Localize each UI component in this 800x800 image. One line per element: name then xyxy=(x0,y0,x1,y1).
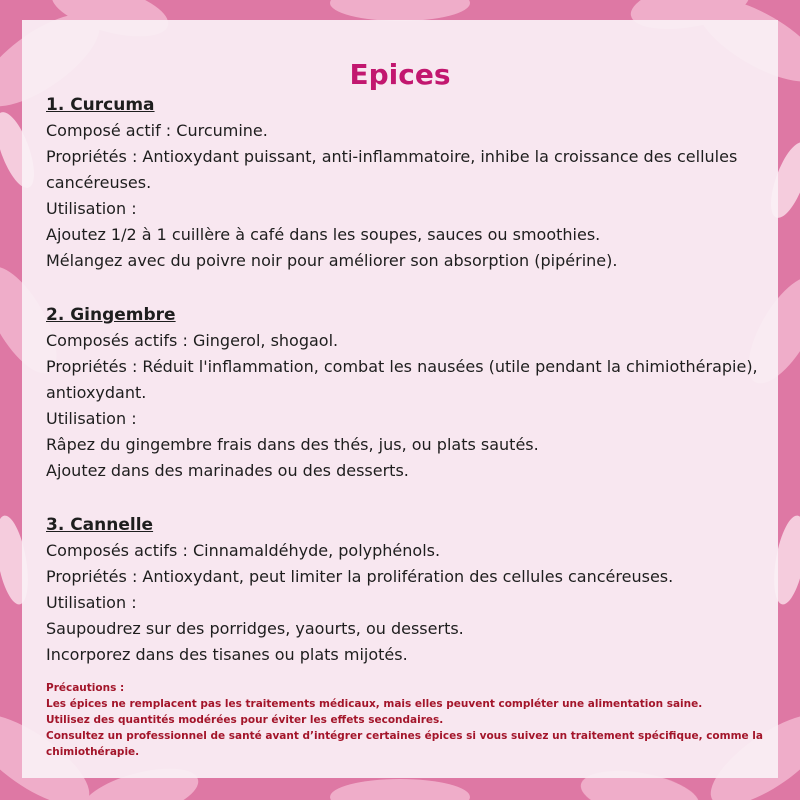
section-line: Mélangez avec du poivre noir pour améliorer son absorption (pipérine). xyxy=(46,251,618,270)
section-line: Composés actifs : Gingerol, shogaol. xyxy=(46,331,339,350)
precautions-block xyxy=(46,680,786,760)
precaution-line: Utilisez des quantités modérées pour éviter les effets secondaires. xyxy=(46,714,444,726)
page-title: Epices xyxy=(349,58,451,91)
precautions-heading: Précautions : xyxy=(46,682,125,694)
section-line: Propriétés : Antioxydant, peut limiter la prolifération des cellules cancéreuses. xyxy=(46,567,674,586)
section-line: Propriétés : Réduit l'inflammation, combat les nausées (utile pendant la chimiothérapie), antioxydant. xyxy=(46,357,758,402)
section-line: Ajoutez dans des marinades ou des desserts. xyxy=(46,461,409,480)
precaution-line: Les épices ne remplacent pas les traitements médicaux, mais elles peuvent compléter une alimentation saine. xyxy=(46,698,703,710)
section-title: 3. Cannelle xyxy=(46,515,154,535)
section-title: 1. Curcuma xyxy=(46,95,155,115)
section-title: 2. Gingembre xyxy=(46,305,176,325)
section-line: Râpez du gingembre frais dans des thés, jus, ou plats sautés. xyxy=(46,435,539,454)
content-card xyxy=(22,20,778,778)
precaution-line: Consultez un professionnel de santé avant d’intégrer certaines épices si vous suivez un traitement spécifique, comme la chimiothérapie. xyxy=(46,730,763,758)
section-line: Composés actifs : Cinnamaldéhyde, polyphénols. xyxy=(46,541,441,560)
section-line: Utilisation : xyxy=(46,593,137,612)
section-gingembre xyxy=(46,302,786,484)
section-line: Saupoudrez sur des porridges, yaourts, ou desserts. xyxy=(46,619,464,638)
section-curcuma xyxy=(46,92,786,274)
section-line: Utilisation : xyxy=(46,199,137,218)
section-cannelle xyxy=(46,512,786,668)
section-line: Propriétés : Antioxydant puissant, anti-inflammatoire, inhibe la croissance des cellules cancéreuses. xyxy=(46,147,738,192)
section-line: Utilisation : xyxy=(46,409,137,428)
sections-container xyxy=(46,92,786,696)
section-line: Ajoutez 1/2 à 1 cuillère à café dans les soupes, sauces ou smoothies. xyxy=(46,225,601,244)
section-line: Composé actif : Curcumine. xyxy=(46,121,268,140)
section-line: Incorporez dans des tisanes ou plats mijotés. xyxy=(46,645,408,664)
